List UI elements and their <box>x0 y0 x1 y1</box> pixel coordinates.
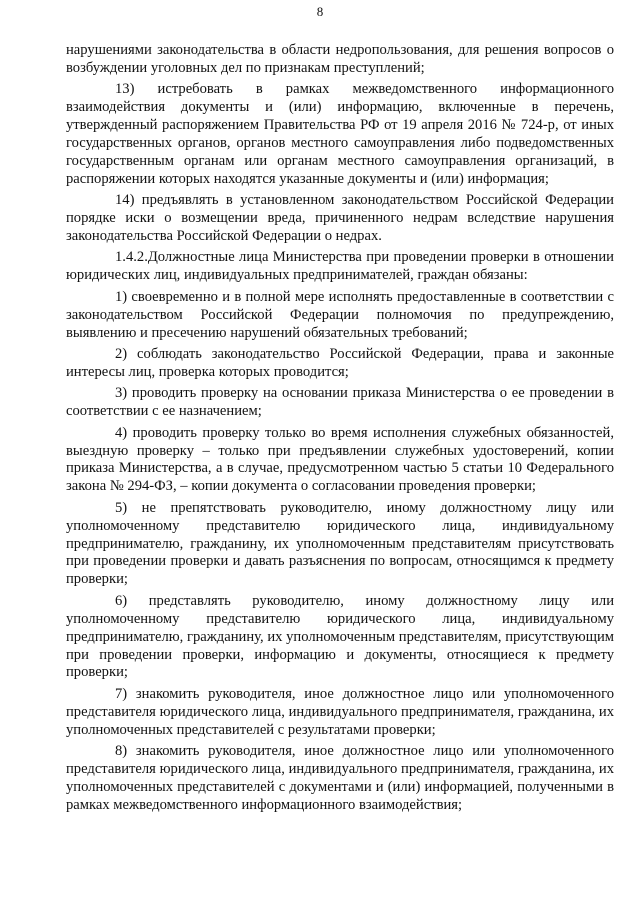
paragraph: 6) представлять руководителю, иному должностному лицу или уполномоченному представителю юридического лица, индивидуальному предпринимателю, гражданину, их уполномоченным представителям, присутствующим при проведении проверки, информацию и документы, относящиеся к предмету проверки; <box>66 592 614 681</box>
paragraph: 2) соблюдать законодательство Российской Федерации, права и законные интересы лиц, проверка которых проводится; <box>66 346 614 380</box>
paragraph: 4) проводить проверку только во время исполнения служебных обязанностей, выездную проверку – только при предъявлении служебных удостоверений, копии приказа Министерства, а в случае, предусмотренном частью 5 статьи 10 Федерального закона № 294-ФЗ, – копии документа о согласовании проведения проверки; <box>66 424 614 495</box>
paragraph: 3) проводить проверку на основании приказа Министерства о ее проведении в соответствии с ее назначением; <box>66 385 614 420</box>
paragraph: 1.4.2.Должностные лица Министерства при проведении проверки в отношении юридических лиц, индивидуальных предпринимателей, граждан обязаны: <box>66 249 614 284</box>
paragraph: 8) знакомить руководителя, иное должностное лицо или уполномоченного представителя юридического лица, индивидуального предпринимателя, гражданина, их уполномоченных представителей с документами и (или) информацией, полученными в рамках межведомственного информационного взаимодействия; <box>66 743 614 813</box>
paragraph: 13) истребовать в рамках межведомственного информационного взаимодействия документы и (или) информацию, включенные в перечень, утвержденный распоряжением Правительства РФ от 19 апреля 2016 № 724-р, от иных государственных органов, органов местного самоуправления либо подведомственных государственным органам или органам местного самоуправления организаций, в распоряжении которых находятся указанные документы и (или) информация; <box>66 81 614 187</box>
paragraph: 5) не препятствовать руководителю, иному должностному лицу или уполномоченному представителю юридического лица, индивидуальному предпринимателю, гражданину, их уполномоченным представителям присутствовать при проведении проверки и давать разъяснения по вопросам, относящимся к предмету проверки; <box>66 499 614 588</box>
page-number: 8 <box>316 4 324 19</box>
paragraph: нарушениями законодательства в области недропользования, для решения вопросов о возбуждении уголовных дел по признакам преступлений; <box>66 42 614 76</box>
paragraph: 14) предъявлять в установленном законодательством Российской Федерации порядке иски о возмещении вреда, причиненного недрам вследствие нарушения законодательства Российской Федерации о недрах. <box>66 192 614 245</box>
paragraph: 7) знакомить руководителя, иное должностное лицо или уполномоченного представителя юридического лица, индивидуального предпринимателя, гражданина, их уполномоченных представителей с результатами проверки; <box>66 685 614 738</box>
paragraph: 1) своевременно и в полной мере исполнять предоставленные в соответствии с законодательством Российской Федерации полномочия по предупреждению, выявлению и пресечению нарушений обязательных требований; <box>66 288 614 341</box>
page-body <box>66 42 614 818</box>
